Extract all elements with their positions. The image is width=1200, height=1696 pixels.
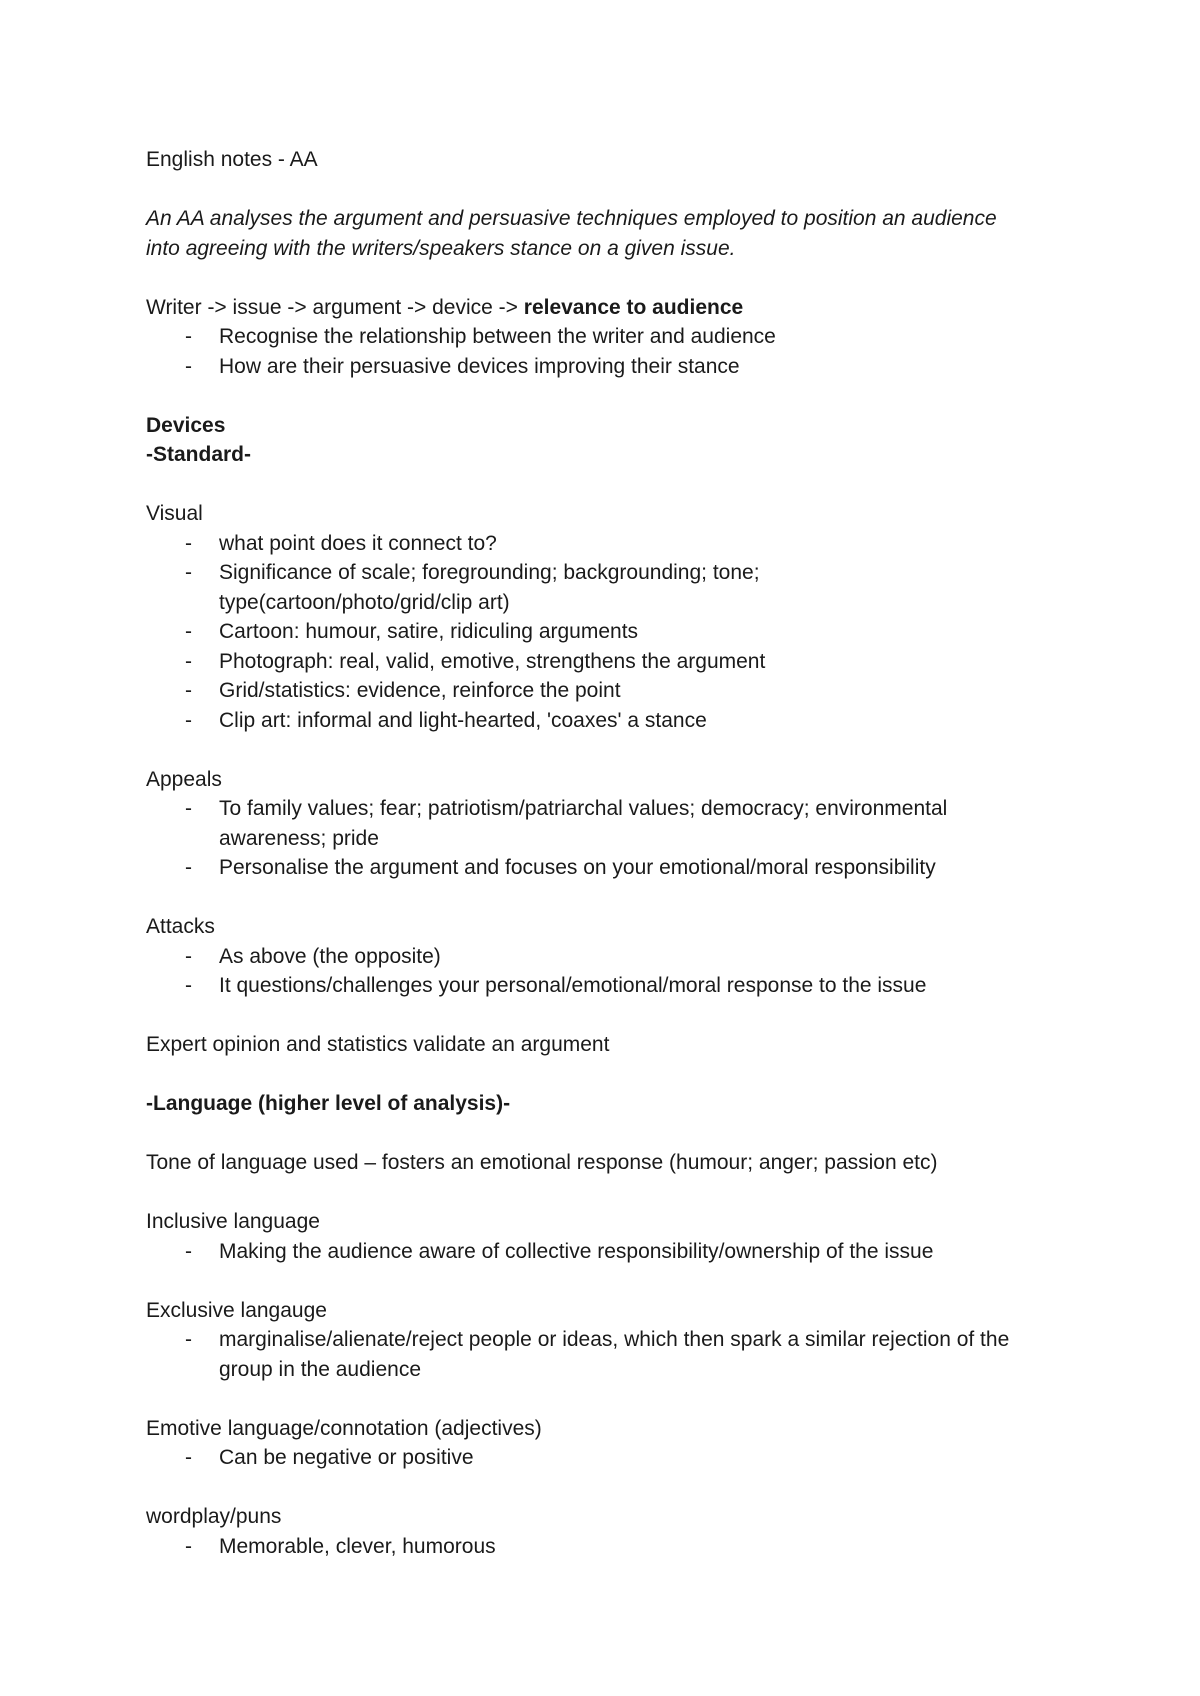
list-item-text: marginalise/alienate/reject people or ideas, which then spark a similar rejection of the [219,1328,1010,1351]
visual-heading: Visual [146,502,203,525]
bullet-dash: - [185,1534,192,1558]
bullet-dash: - [185,1328,192,1351]
spacer [146,381,1086,411]
list-item-text: Making the audience aware of collective responsibility/ownership of the issue [219,1239,934,1263]
bullet-dash: - [185,1239,192,1263]
list-item-continuation: group in the audience [219,1357,421,1381]
list-item-text: Memorable, clever, humorous [219,1534,496,1558]
bullet-dash: - [185,856,192,879]
list-item [146,352,1086,382]
exclusive-heading: Exclusive langauge [146,1298,327,1322]
list-item [146,322,1086,352]
list-item-text: Personalise the argument and focuses on your emotional/moral responsibility [219,856,936,879]
spacer [146,1266,1086,1296]
spacer [146,1060,1086,1090]
document-title: English notes - AA [146,148,318,171]
list-item [146,676,1086,706]
intro-line-2: into agreeing with the writers/speakers stance on a given issue. [146,236,736,260]
list-item [146,942,1086,972]
bullet-dash: - [185,797,192,820]
list-item-text: Can be negative or positive [219,1446,474,1469]
wordplay-heading: wordplay/puns [146,1505,282,1528]
list-item-text: To family values; fear; patriotism/patriarchal values; democracy; environmental [219,797,948,820]
flow-line [146,293,1086,323]
list-item-continuation: awareness; pride [219,826,379,850]
flow-prefix: Writer -> issue -> argument -> device -> [146,295,524,319]
bullet-dash: - [185,679,192,702]
document-page [146,145,1086,1561]
spacer [146,735,1086,765]
list-item-text: what point does it connect to? [219,531,497,555]
spacer [146,1119,1086,1149]
standard-heading: -Standard- [146,443,251,466]
flow-bullets [146,322,1086,381]
attacks-heading: Attacks [146,915,215,938]
list-item [146,1237,1086,1267]
exclusive-bullets [146,1325,1086,1384]
bullet-dash: - [185,620,192,643]
list-item [146,1532,1086,1562]
list-item-text: Significance of scale; foregrounding; backgrounding; tone; [219,561,760,584]
spacer [146,1473,1086,1503]
list-item [146,706,1086,736]
visual-bullets [146,529,1086,736]
list-item [146,1325,1086,1384]
bullet-dash: - [185,708,192,732]
wordplay-bullets [146,1532,1086,1562]
bullet-dash: - [185,974,192,997]
inclusive-bullets [146,1237,1086,1267]
bullet-dash: - [185,649,192,673]
list-item-text: Photograph: real, valid, emotive, strengthens the argument [219,649,766,673]
list-item [146,647,1086,677]
list-item-text: Recognise the relationship between the writer and audience [219,325,776,348]
spacer [146,470,1086,500]
list-item-text: How are their persuasive devices improving their stance [219,354,740,378]
list-item [146,617,1086,647]
bullet-dash: - [185,944,192,968]
list-item [146,1443,1086,1473]
expert-line: Expert opinion and statistics validate an argument [146,1033,610,1056]
list-item [146,558,1086,617]
devices-heading: Devices [146,413,226,437]
spacer [146,1178,1086,1208]
list-item-text: As above (the opposite) [219,944,441,968]
appeals-bullets [146,794,1086,883]
flow-emphasis: relevance to audience [523,295,744,319]
intro-line-1: An AA analyses the argument and persuasive techniques employed to position an audience [146,207,997,230]
attacks-bullets [146,942,1086,1001]
emotive-heading: Emotive language/connotation (adjectives) [146,1416,542,1440]
bullet-dash: - [185,1446,192,1469]
bullet-dash: - [185,561,192,584]
list-item [146,529,1086,559]
list-item-text: Clip art: informal and light-hearted, 'coaxes' a stance [219,708,707,732]
language-heading: -Language (higher level of analysis)- [146,1092,511,1115]
list-item [146,971,1086,1001]
list-item-continuation: type(cartoon/photo/grid/clip art) [219,590,510,614]
bullet-dash: - [185,531,192,555]
inclusive-heading: Inclusive language [146,1210,320,1233]
spacer [146,1001,1086,1031]
bullet-dash: - [185,354,192,378]
spacer [146,175,1086,205]
list-item-text: Cartoon: humour, satire, ridiculing arguments [219,620,639,643]
spacer [146,883,1086,913]
spacer [146,263,1086,293]
bullet-dash: - [185,325,192,348]
appeals-heading: Appeals [146,767,222,791]
list-item [146,794,1086,853]
list-item-text: It questions/challenges your personal/emotional/moral response to the issue [219,974,927,997]
list-item-text: Grid/statistics: evidence, reinforce the point [219,679,621,702]
tone-line: Tone of language used – fosters an emotional response (humour; anger; passion etc) [146,1151,938,1174]
spacer [146,1384,1086,1414]
list-item [146,853,1086,883]
emotive-bullets [146,1443,1086,1473]
